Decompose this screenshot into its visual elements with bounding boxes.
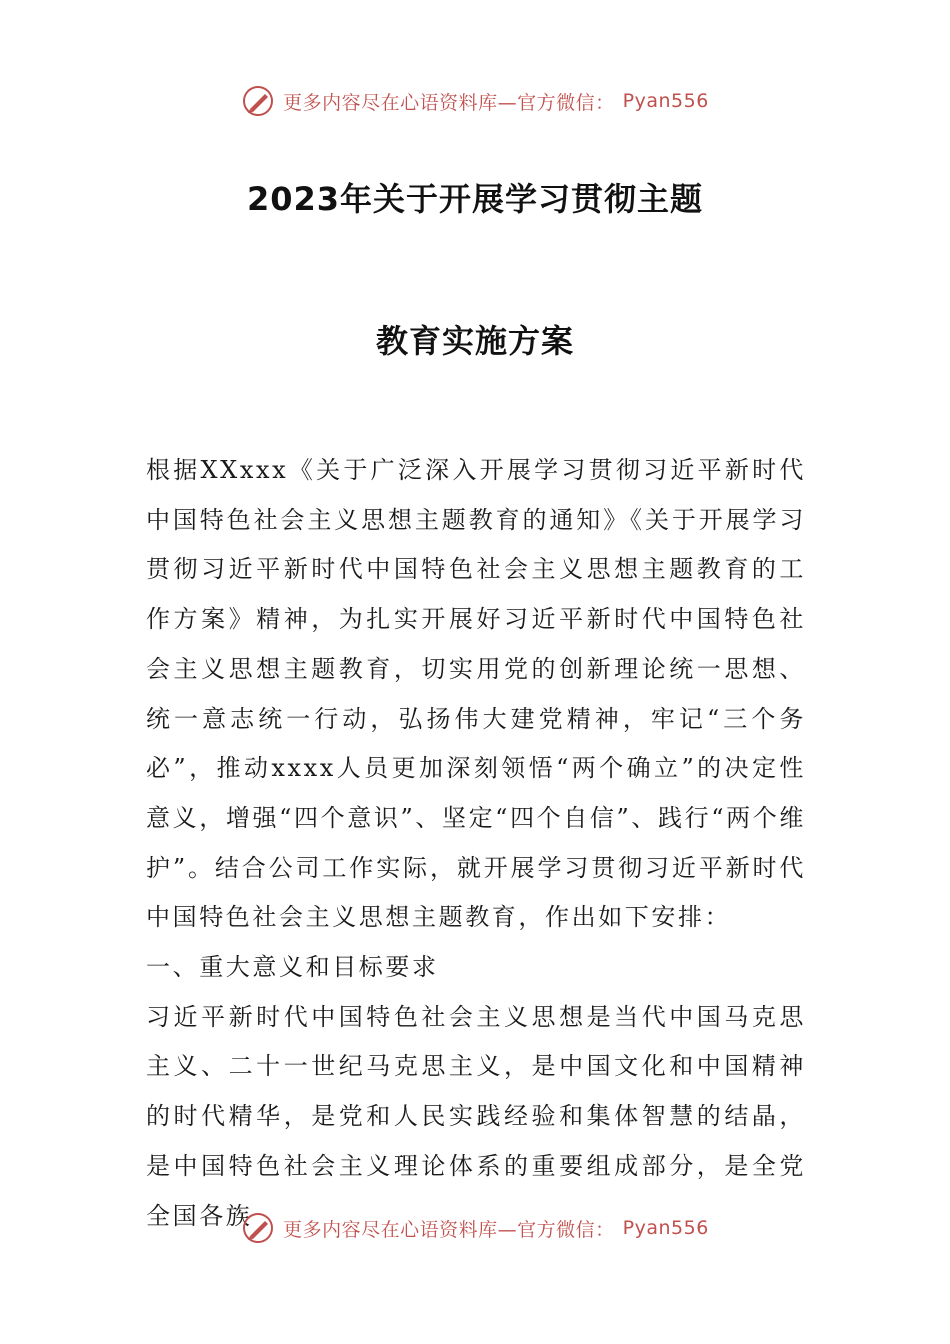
watermark-banner-bottom <box>0 1211 950 1245</box>
banner-wechat-id: Pyan556 <box>622 1217 709 1239</box>
pen-logo-icon <box>241 84 275 118</box>
pen-logo-icon <box>241 1211 275 1245</box>
watermark-banner-top <box>0 84 950 118</box>
document-title-line1: 2023年关于开展学习贯彻主题 <box>246 180 704 218</box>
intro-paragraph: 根据XXxxx《关于广泛深入开展学习贯彻习近平新时代中国特色社会主义思想主题教育的通知》《关于开展学习贯彻习近平新时代中国特色社会主义思想主题教育的工作方案》精神，为扎实开展好习近平新时代中国特色社会主义思想主题教育，切实用党的创新理论统一思想、统一意志统一行动，弘扬伟大建党精神，牢记“三个务必”，推动xxxx人员更加深刻领悟“两个确立”的决定性意义，增强“四个意识”、坚定“四个自信”、践行“两个维护”。结合公司工作实际，就开展学习贯彻习近平新时代中国特色社会主义思想主题教育，作出如下安排： <box>146 456 806 932</box>
banner-text: 更多内容尽在心语资料库—官方微信： <box>283 91 615 114</box>
banner-wechat-id: Pyan556 <box>622 90 709 112</box>
document-body <box>146 446 806 1241</box>
section-heading-1: 一、重大意义和目标要求 <box>146 953 439 982</box>
section-1-paragraph: 习近平新时代中国特色社会主义思想是当代中国马克思主义、二十一世纪马克思主义，是中国文化和中国精神的时代精华，是党和人民实践经验和集体智慧的结晶，是中国特色社会主义理论体系的重要组成部分，是全党全国各族 <box>146 1002 806 1230</box>
banner-text: 更多内容尽在心语资料库—官方微信： <box>283 1218 615 1241</box>
document-title-line2: 教育实施方案 <box>375 322 574 360</box>
